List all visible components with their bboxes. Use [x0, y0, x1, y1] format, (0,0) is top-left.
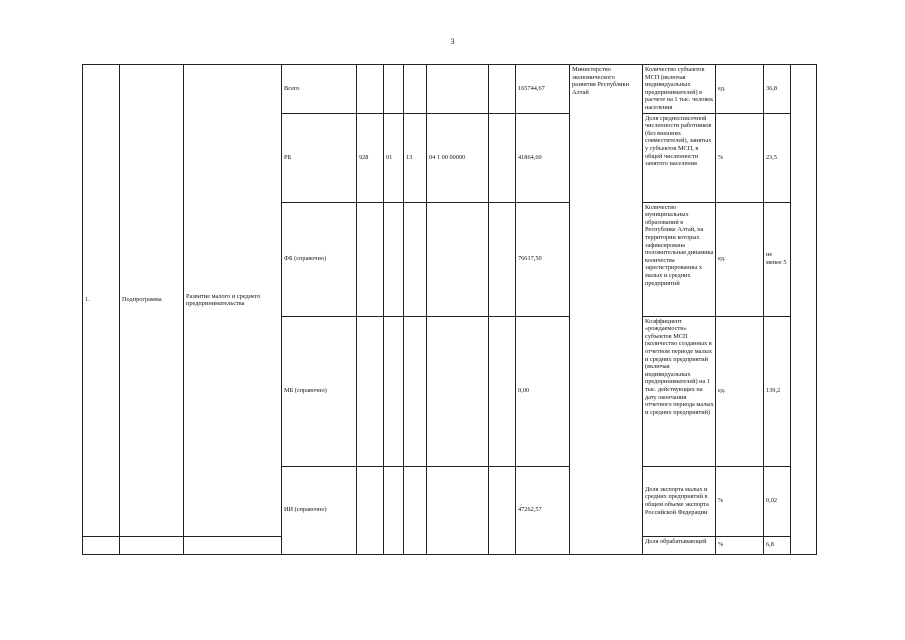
indicator-name: Количество субъектов МСП (включая индивидуальных предпринимателей) в расчете на 1 тыс. человек населения	[643, 65, 716, 114]
indicator-name: Доля обрабатывающей	[643, 536, 716, 554]
indicator-unit: %	[716, 113, 764, 202]
source-amount: 0,00	[516, 316, 570, 466]
csr-cell	[427, 316, 489, 466]
rz-cell	[384, 466, 404, 554]
program-name: Развитие малого и среднего предпринимательства	[184, 65, 282, 537]
spacer-cell	[489, 466, 516, 554]
indicator-name: Количество муниципальных образований в Республике Алтай, на территории которых зафиксирована положительная динамика количества зарегистрированны х малых и средних предприятий	[643, 202, 716, 316]
pr-cell: 13	[404, 113, 427, 202]
indicator-value: 36,8	[764, 65, 791, 114]
source-amount: 41864,60	[516, 113, 570, 202]
source-label: Всего	[282, 65, 357, 114]
source-label: МБ (справочно)	[282, 316, 357, 466]
indicator-unit: %	[716, 536, 764, 554]
source-label: ИИ (справочно)	[282, 466, 357, 554]
grbs-cell	[357, 466, 384, 554]
source-amount: 76617,50	[516, 202, 570, 316]
indicator-unit: ед.	[716, 65, 764, 114]
rz-cell	[384, 202, 404, 316]
indicator-value: 0,02	[764, 466, 791, 536]
program-table	[82, 64, 817, 555]
pr-cell	[404, 466, 427, 554]
csr-cell	[427, 466, 489, 554]
indicator-value: 139,2	[764, 316, 791, 466]
ministry-cell: Министерство экономического развития Республики Алтай	[570, 65, 643, 555]
spacer-cell	[489, 202, 516, 316]
pr-cell	[404, 202, 427, 316]
source-amount: 165744,67	[516, 65, 570, 114]
grbs-cell	[357, 65, 384, 114]
rz-cell	[384, 65, 404, 114]
indicator-name: Доля среднесписочной численности работников (без внешних совместителей), занятых у субъектов МСП, в общей численности занятого населения	[643, 113, 716, 202]
spacer-cell	[489, 316, 516, 466]
grbs-cell	[357, 316, 384, 466]
pr-cell	[404, 316, 427, 466]
source-label: ФБ (справочно)	[282, 202, 357, 316]
rz-cell: 01	[384, 113, 404, 202]
pr-cell	[404, 65, 427, 114]
grbs-cell: 928	[357, 113, 384, 202]
indicator-name: Доля экспорта малых и средних предприятий в общем объеме экспорта Российской Федерации	[643, 466, 716, 536]
indicator-unit: ед.	[716, 316, 764, 466]
indicator-unit: %	[716, 466, 764, 536]
row-type	[120, 536, 184, 554]
table-row	[83, 65, 817, 114]
csr-cell: 04 1 00 00000	[427, 113, 489, 202]
indicator-unit: ед.	[716, 202, 764, 316]
indicator-value: 23,5	[764, 113, 791, 202]
program-name	[184, 536, 282, 554]
source-amount: 47262,57	[516, 466, 570, 554]
row-type: Подпрограмма	[120, 65, 184, 537]
page-number: 3	[450, 37, 455, 46]
indicator-name: Коэффициент «рождаемости» субъектов МСП (количество созданных в отчетном периоде малых и средних предприятий (включая индивидуальных предпринимателей) на 1 тыс. действующих на дату окончания отчетного периода малых и средних предприятий)	[643, 316, 716, 466]
row-number: 1.	[83, 65, 120, 537]
indicator-value: 6,8	[764, 536, 791, 554]
last-column	[791, 65, 817, 555]
source-label: РБ	[282, 113, 357, 202]
spacer-cell	[489, 65, 516, 114]
row-number	[83, 536, 120, 554]
csr-cell	[427, 202, 489, 316]
indicator-value: не менее 5	[764, 202, 791, 316]
csr-cell	[427, 65, 489, 114]
grbs-cell	[357, 202, 384, 316]
spacer-cell	[489, 113, 516, 202]
rz-cell	[384, 316, 404, 466]
